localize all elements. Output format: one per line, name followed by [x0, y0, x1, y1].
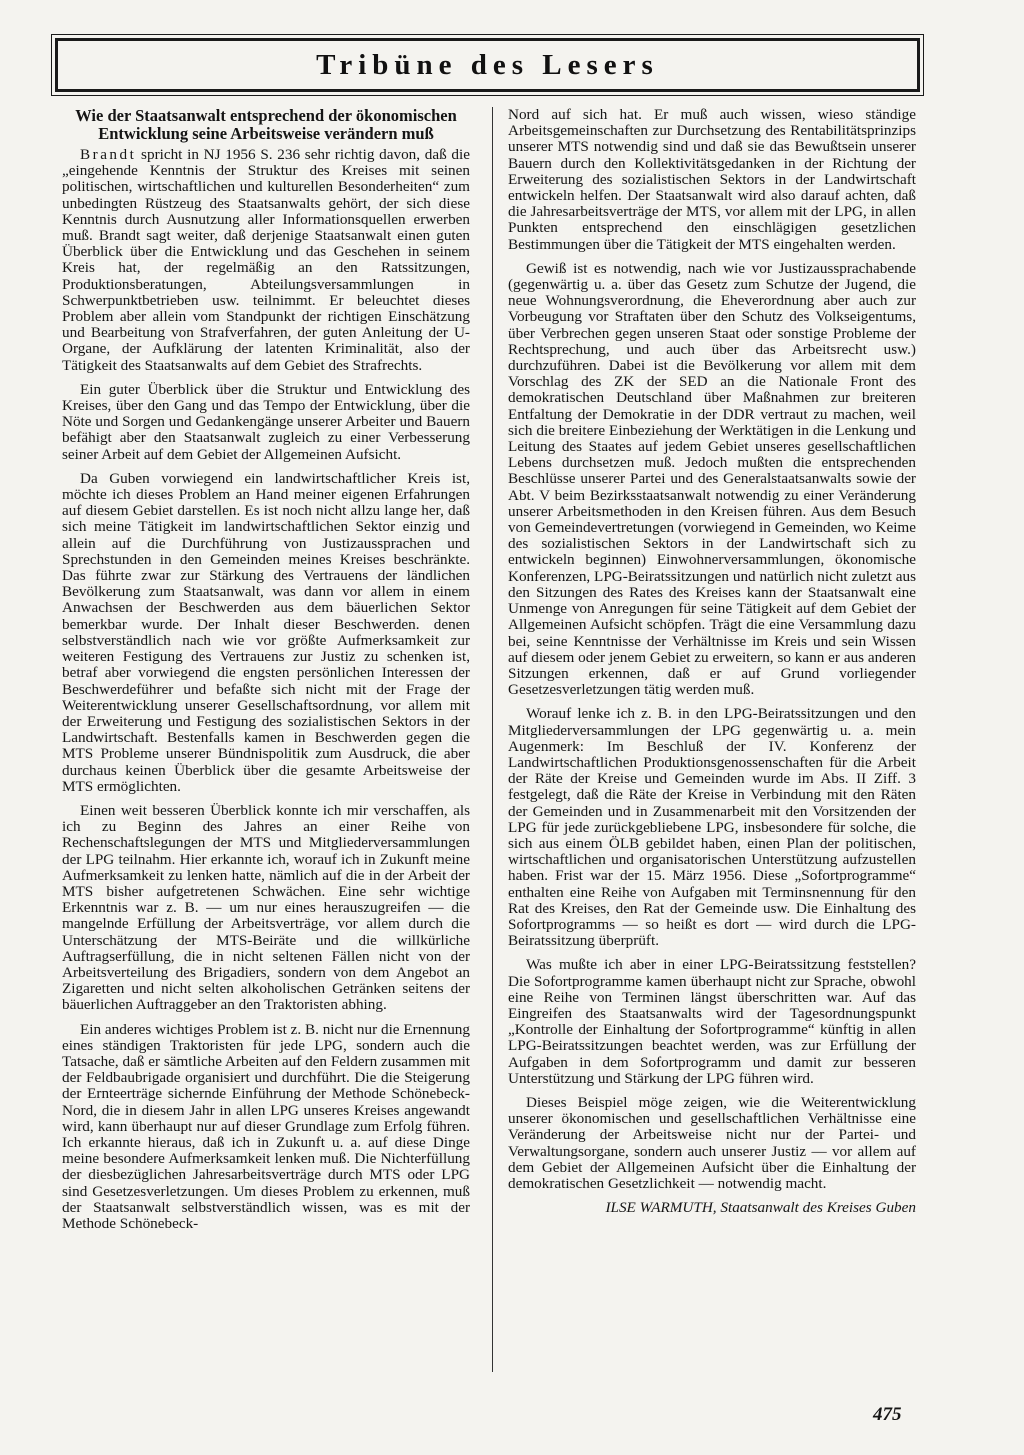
- lead-paragraph-text: spricht in NJ 1956 S. 236 sehr richtig davon, daß die „eingehende Kenntnis der Struktur des Kreises mit seinen politischen, wirtschaftlichen und kulturellen Besonderheiten“ zum unbedingten Rüstzeug des Staatsanwalts gehört, der sich diese Kenntnis durch Ausnutzung aller Informationsquellen erwerben muß. Brandt sagt weiter, daß derjenige Staatsanwalt einen guten Überblick über die Entwicklung und das Geschehen in seinem Kreis hat, der regelmäßig an den Ratssitzungen, Produktionsberatungen, Abteilungsversammlungen in Schwerpunktbetrieben usw. teilnimmt. Er beleuchtet dieses Problem aber allein vom Standpunkt der richtigen Einschätzung und Bearbeitung von Strafverfahren, der guten Anleitung der U-Organe, der Aufklärung der latenten Kriminalität, also der Tätigkeit des Staatsanwalts auf dem Gebiet des Strafrechts.: [62, 146, 470, 374]
- paragraph: Gewiß ist es notwendig, nach wie vor Justizaussprachabende (gegenwärtig u. a. über das Gesetz zum Schutze der Jugend, die neue Wohnungsverordnung, die Eheverordnung aber auch zur Vorbeugung vor Straftaten über den Schutz des Volkseigentums, über Verbrechen gegen unseren Staat oder sonstige Probleme der Rechtsprechung, und auch über das Arbeitsrecht usw.) durchzuführen. Dabei ist die Bevölkerung vor allem mit dem Vorschlag des ZK der SED an die Nationale Front des demokratischen Deutschland über Maßnahmen zur breiteren Entfaltung der Demokratie in der DDR vertraut zu machen, weil sich die breitere Einbeziehung der Werktätigen in die Lenkung und Leitung des Staates auf jedem Gebiet unseres gesellschaftlichen Lebens durchsetzen muß. Jedoch mußten die entsprechenden Beschlüsse unserer Partei und des Generalstaatsanwalts sowie der Abt. V beim Bezirksstaatsanwalt notwendig zu einer Veränderung unserer Arbeitsmethoden in den Kreisen führen. Aus dem Besuch von Gemeindevertretungen (vorwiegend in Gemeinden, wo Keime des sozialistischen Sektors in der Landwirtschaft sich zu entwickeln beginnen) Einwohnerversammlungen, ökonomische Konferenzen, LPG-Beiratssitzungen und natürlich nicht zuletzt aus den Sitzungen des Rates des Kreises kann der Staatsanwalt eine Unmenge von Anregungen für seine Tätigkeit auf dem Gebiet der Allgemeinen Aufsicht schöpfen. Trägt die eine Versammlung dazu bei, seine Kenntnisse der Verhältnisse im Kreis und sein Wissen auf diesem oder jenem Gebiet zu erweitern, so kann er aus anderen Sitzungen erkennen, daß er auf Grund vorliegender Gesetzesverletzungen tätig werden muß.: [508, 259, 916, 699]
- lead-author-name: Brandt: [80, 146, 137, 163]
- section-title-frame: [55, 38, 920, 92]
- paragraph: Ein guter Überblick über die Struktur und Entwicklung des Kreises, über den Gang und das Tempo der Entwicklung, über die Nöte und Sorgen und Gedankengänge unserer Arbeiter und Bauern befähigt aber den Staatsanwalt zugleich zu einer Verbesserung seiner Arbeit auf dem Gebiet der Allgemeinen Aufsicht.: [62, 380, 470, 463]
- left-column: [62, 107, 470, 1240]
- section-title: Tribüne des Lesers: [316, 48, 659, 81]
- paragraph: Worauf lenke ich z. B. in den LPG-Beiratssitzungen und den Mitgliederversammlungen der LPG gegenwärtig u. a. mein Augenmerk: Im Beschluß der IV. Konferenz der Landwirtschaftlichen Produktionsgenossenschaften für die Arbeit der Räte der Kreise und Gemeinden wurde im Abs. II Ziff. 3 festgelegt, daß die Räte der Kreise in Verbindung mit den Räten der Gemeinden und in Zusammenarbeit mit den Vorsitzenden der LPG für jede zurückgebliebene LPG, insbesondere für solche, die sich aus einem ÖLB gebildet haben, einen Plan der politischen, wirtschaftlichen und organisatorischen Unterstützung aufzustellen haben. Frist war der 15. März 1956. Diese „Sofortprogramme“ enthalten eine Reihe von Aufgaben mit Terminsnennung für den Rat des Kreises, den Rat der Gemeinde usw. Die Einhaltung des Sofortprogramms — so heißt es dort — wird durch die LPG-Beiratssitzung überprüft.: [508, 705, 916, 950]
- right-column: [508, 107, 916, 1216]
- lead-paragraph: [62, 147, 470, 374]
- section-title-box: [51, 34, 924, 96]
- paragraph: Dieses Beispiel möge zeigen, wie die Weiterentwicklung unserer ökonomischen und gesellschaftlichen Verhältnisse eine Veränderung der Arbeitsweise nicht nur der Partei- und Verwaltungsorgane, sondern auch unserer Justiz — vor allem auf dem Gebiet der Allgemeinen Aufsicht über die Einhaltung der demokratischen Gesetzlichkeit — notwendig macht.: [508, 1093, 916, 1192]
- article-heading: Wie der Staatsanwalt entsprechend der ökonomischen Entwicklung seine Arbeitsweise verändern muß: [75, 106, 457, 143]
- column-divider: [492, 107, 493, 1372]
- author-signature: ILSE WARMUTH, Staatsanwalt des Kreises Guben: [605, 1199, 916, 1217]
- paragraph: Was mußte ich aber in einer LPG-Beiratssitzung feststellen? Die Sofortprogramme kamen überhaupt nicht zur Sprache, obwohl eine Reihe von Terminen längst überschritten war. Auf das Eingreifen des Staatsanwalts wird der Tagesordnungspunkt „Kontrolle der Einhaltung der Sofortprogramme“ künftig in allen LPG-Beiratssitzungen beachtet werden, was zur Erfüllung der Aufgaben in dem Sofortprogramm und damit zur besseren Unterstützung und Stärkung der LPG führen wird.: [508, 956, 916, 1087]
- paragraph: Einen weit besseren Überblick konnte ich mir verschaffen, als ich zu Beginn des Jahres an einer Reihe von Rechenschaftslegungen der MTS und Mitgliederversammlungen der LPG teilnahm. Hier erkannte ich, worauf ich in Zukunft meine Aufmerksamkeit zu lenken hatte, nämlich auf die in der Arbeit der MTS bisher aufgetretenen Schwächen. Eine sehr wichtige Erkenntnis war z. B. — um nur eines herauszugreifen — die mangelnde Erfüllung der Arbeitsverträge, vor allem durch die Unterschätzung der MTS-Beiräte und die willkürliche Auftragserfüllung, die in nicht seltenen Fällen nicht von der Arbeitsverteilung des Brigadiers, sondern von dem Angebot an Zigaretten und nicht selten alkoholischen Getränken seitens der bäuerlichen Auftraggeber an den Traktoristen abhing.: [62, 801, 470, 1014]
- paragraph: Ein anderes wichtiges Problem ist z. B. nicht nur die Ernennung eines ständigen Traktoristen für jede LPG, sondern auch die Tatsache, daß er sämtliche Arbeiten auf den Feldern zusammen mit der Feldbaubrigade organisiert und durchführt. Die die Steigerung der Ernteerträge sichernde Einführung der Methode Schönebeck-Nord, die in diesem Jahr in allen LPG unseres Kreises angewandt wird, kann überhaupt nur auf dieser Grundlage zum Erfolg führen. Ich erkannte hieraus, daß ich in Zukunft u. a. auf diese Dinge meine besondere Aufmerksamkeit lenken muß. Die Nichterfüllung der diesbezüglichen Jahresarbeitsverträge durch MTS oder LPG sind Gesetzesverletzungen. Um dieses Problem zu erkennen, muß der Staatsanwalt selbstverständlich wissen, was es mit der Methode Schönebeck-: [62, 1020, 471, 1232]
- continued-paragraph: Nord auf sich hat. Er muß auch wissen, wieso ständige Arbeitsgemeinschaften zur Durchsetzung des Rentabilitätsprinzips unserer MTS notwendig sind und daß sie das Bewußtsein unserer Bauern durch den Kollektivitätsgedanken in der Richtung der Erweiterung des sozialistischen Sektors in der Landwirtschaft entwickeln helfen. Der Staatsanwalt wird also darauf achten, daß die Jahresarbeitsverträge der MTS, vor allem mit der LPG, in allen Punkten entsprechend den einschlägigen gesetzlichen Bestimmungen über die Tätigkeit der MTS eingehalten werden.: [508, 106, 916, 253]
- page-number: 475: [873, 1404, 902, 1425]
- paragraph: Da Guben vorwiegend ein landwirtschaftlicher Kreis ist, möchte ich dieses Problem an Hand meiner eigenen Erfahrungen auf diesem Gebiet darstellen. Es ist noch nicht allzu lange her, daß sich meine Tätigkeit im landwirtschaftlichen Sektor einzig und allein auf die Durchführung von Justizaussprachen und Sprechstunden in den Gemeinden meines Kreises beschränkte. Das führte zwar zur Stärkung des Vertrauens der ländlichen Bevölkerung zum Staatsanwalt, was dann vor allem in einem Anwachsen der Beschwerden aus dem bäuerlichen Sektor bemerkbar wurde. Der Inhalt dieser Beschwerden. denen selbstverständlich nach wie vor größte Aufmerksamkeit zur weiteren Festigung des Vertrauens zur Justiz zu schenken ist, betraf aber vorwiegend die engsten persönlichen Interessen der Beschwerdeführer und befaßte sich nicht mit der Frage der Weiterentwicklung unserer Gesellschaftsordnung, vor allem mit der Erweiterung und Festigung des sozialistischen Sektors in der Landwirtschaft. Bestenfalls kamen in Beschwerden gegen die MTS Probleme unserer Bündnispolitik zum Ausdruck, die aber durchaus keinen Überblick über die gesamte Arbeitsweise der MTS ermöglichten.: [62, 469, 470, 795]
